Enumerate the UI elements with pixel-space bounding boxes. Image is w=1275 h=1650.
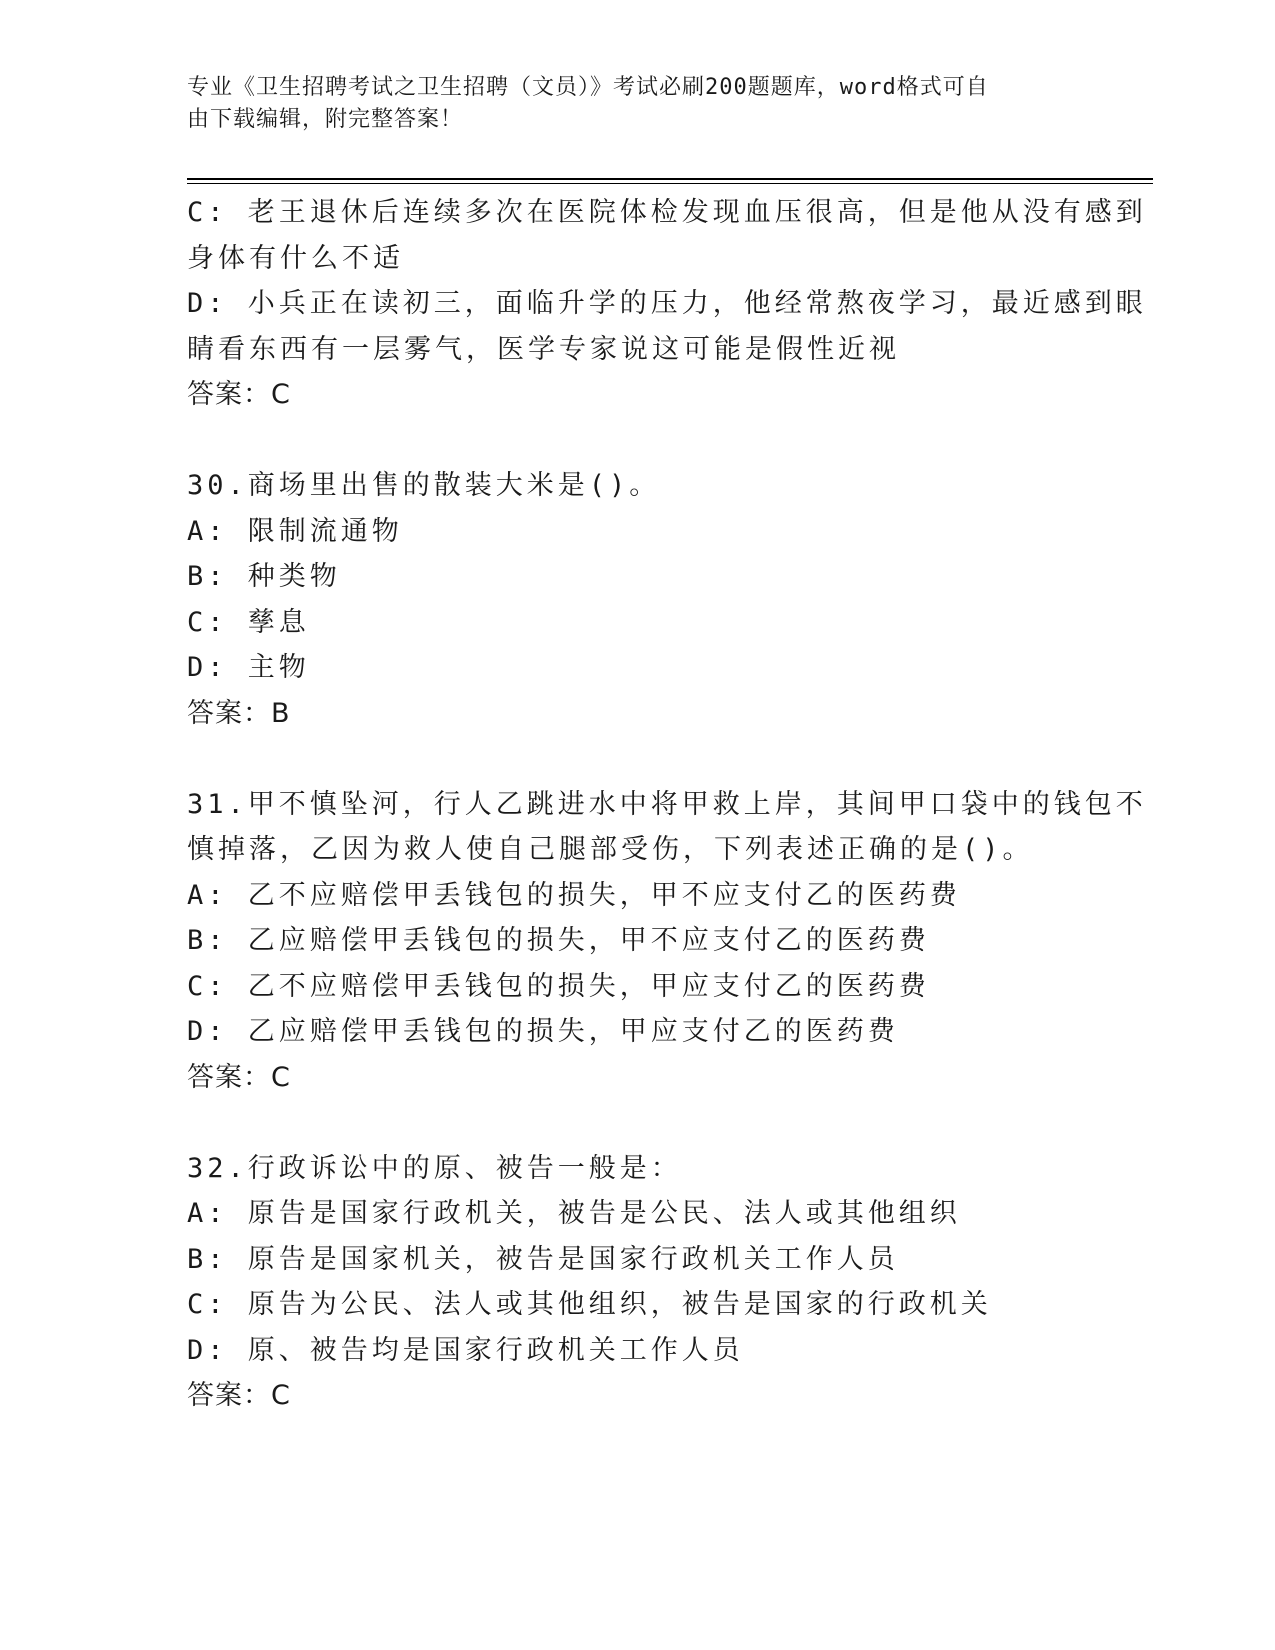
question-line: D: 原、被告均是国家行政机关工作人员 xyxy=(187,1334,744,1366)
header-rule-thin xyxy=(187,183,1153,184)
answer-line: 答案：C xyxy=(187,1380,291,1411)
question-line: C: 乙不应赔偿甲丢钱包的损失，甲应支付乙的医药费 xyxy=(187,970,930,1002)
block-gap xyxy=(187,1100,1087,1146)
question-line: 32.行政诉讼中的原、被告一般是： xyxy=(187,1152,682,1184)
question-line: D: 乙应赔偿甲丢钱包的损失，甲应支付乙的医药费 xyxy=(187,1016,899,1047)
question-line: 30.商场里出售的散装大米是()。 xyxy=(187,470,661,501)
question-line: B: 乙应赔偿甲丢钱包的损失，甲不应支付乙的医药费 xyxy=(187,925,930,956)
question-line: B: 种类物 xyxy=(187,561,341,592)
answer-line: 答案：B xyxy=(187,697,291,729)
block-gap xyxy=(187,418,1087,464)
question-line: A: 限制流通物 xyxy=(187,515,403,547)
question-line: C: 原告为公民、法人或其他组织，被告是国家的行政机关 xyxy=(187,1289,992,1320)
question-list xyxy=(187,190,1147,1419)
question-block xyxy=(187,1146,1087,1419)
question-line: 慎掉落，乙因为救人使自己腿部受伤，下列表述正确的是()。 xyxy=(187,834,1034,865)
question-line: C: 老王退休后连续多次在医院体检发现血压很高，但是他从没有感到 xyxy=(187,197,1147,228)
question-line: B: 原告是国家机关，被告是国家行政机关工作人员 xyxy=(187,1243,899,1275)
question-block xyxy=(187,463,1087,736)
header-line: 专业《卫生招聘考试之卫生招聘（文员）》考试必刷200题题库，word格式可自 xyxy=(187,75,989,100)
question-block xyxy=(187,782,1147,1101)
answer-line: 答案：C xyxy=(187,379,291,410)
header-rule-thick xyxy=(187,178,1153,180)
question-line: A: 原告是国家行政机关，被告是公民、法人或其他组织 xyxy=(187,1198,961,1229)
question-line: D: 小兵正在读初三，面临升学的压力，他经常熬夜学习，最近感到眼 xyxy=(187,288,1147,319)
document-header xyxy=(187,72,1067,136)
question-line: 睛看东西有一层雾气，医学专家说这可能是假性近视 xyxy=(187,333,900,365)
question-line: 身体有什么不适 xyxy=(187,242,404,274)
question-line: C: 孳息 xyxy=(187,606,310,638)
question-line: A: 乙不应赔偿甲丢钱包的损失，甲不应支付乙的医药费 xyxy=(187,879,961,911)
header-line: 由下载编辑，附完整答案！ xyxy=(187,107,464,132)
question-line: 31.甲不慎坠河，行人乙跳进水中将甲救上岸，其间甲口袋中的钱包不 xyxy=(187,788,1147,820)
question-block xyxy=(187,190,1147,418)
block-gap xyxy=(187,736,1087,782)
answer-line: 答案：C xyxy=(187,1061,291,1093)
question-line: D: 主物 xyxy=(187,652,310,683)
